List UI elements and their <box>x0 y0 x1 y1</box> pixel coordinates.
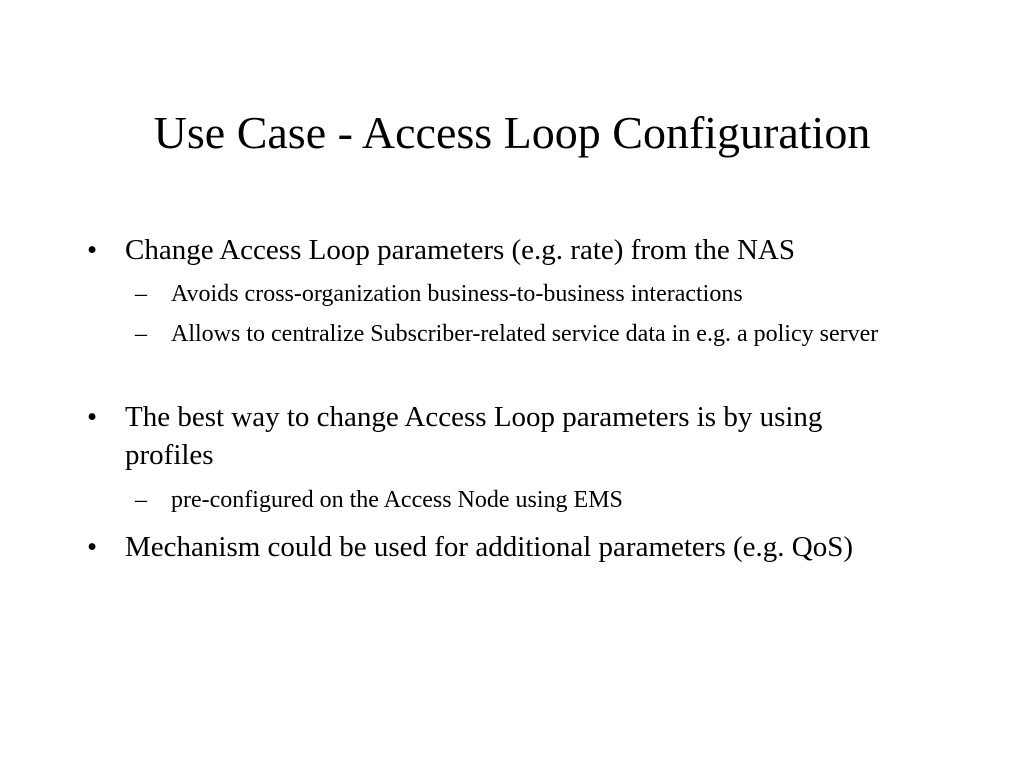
sub-bullet-text: Allows to centralize Subscriber-related service data in e.g. a policy server <box>171 321 879 347</box>
sub-bullet-marker: – <box>135 281 147 307</box>
bullet-item <box>87 398 885 474</box>
sub-bullet-item <box>135 276 951 312</box>
sub-bullet-text: pre-configured on the Access Node using EMS <box>171 487 623 513</box>
sub-bullet-marker: – <box>135 487 147 513</box>
slide-title: Use Case - Access Loop Configuration <box>153 107 871 158</box>
bullet-item <box>87 528 925 566</box>
bullet-marker: • <box>87 234 98 266</box>
bullet-text: Change Access Loop parameters (e.g. rate) from the NAS <box>125 234 795 266</box>
bullet-item <box>87 231 945 269</box>
bullet-text: The best way to change Access Loop parameters is by using profiles <box>125 401 823 471</box>
sub-bullet-item <box>135 316 961 352</box>
bullet-text: Mechanism could be used for additional parameters (e.g. QoS) <box>125 531 854 563</box>
sub-bullet-item <box>135 482 951 518</box>
sub-bullet-text: Avoids cross-organization business-to-business interactions <box>171 281 743 307</box>
sub-bullet-marker: – <box>135 321 147 347</box>
bullet-marker: • <box>87 401 98 433</box>
bullet-marker: • <box>87 531 98 563</box>
